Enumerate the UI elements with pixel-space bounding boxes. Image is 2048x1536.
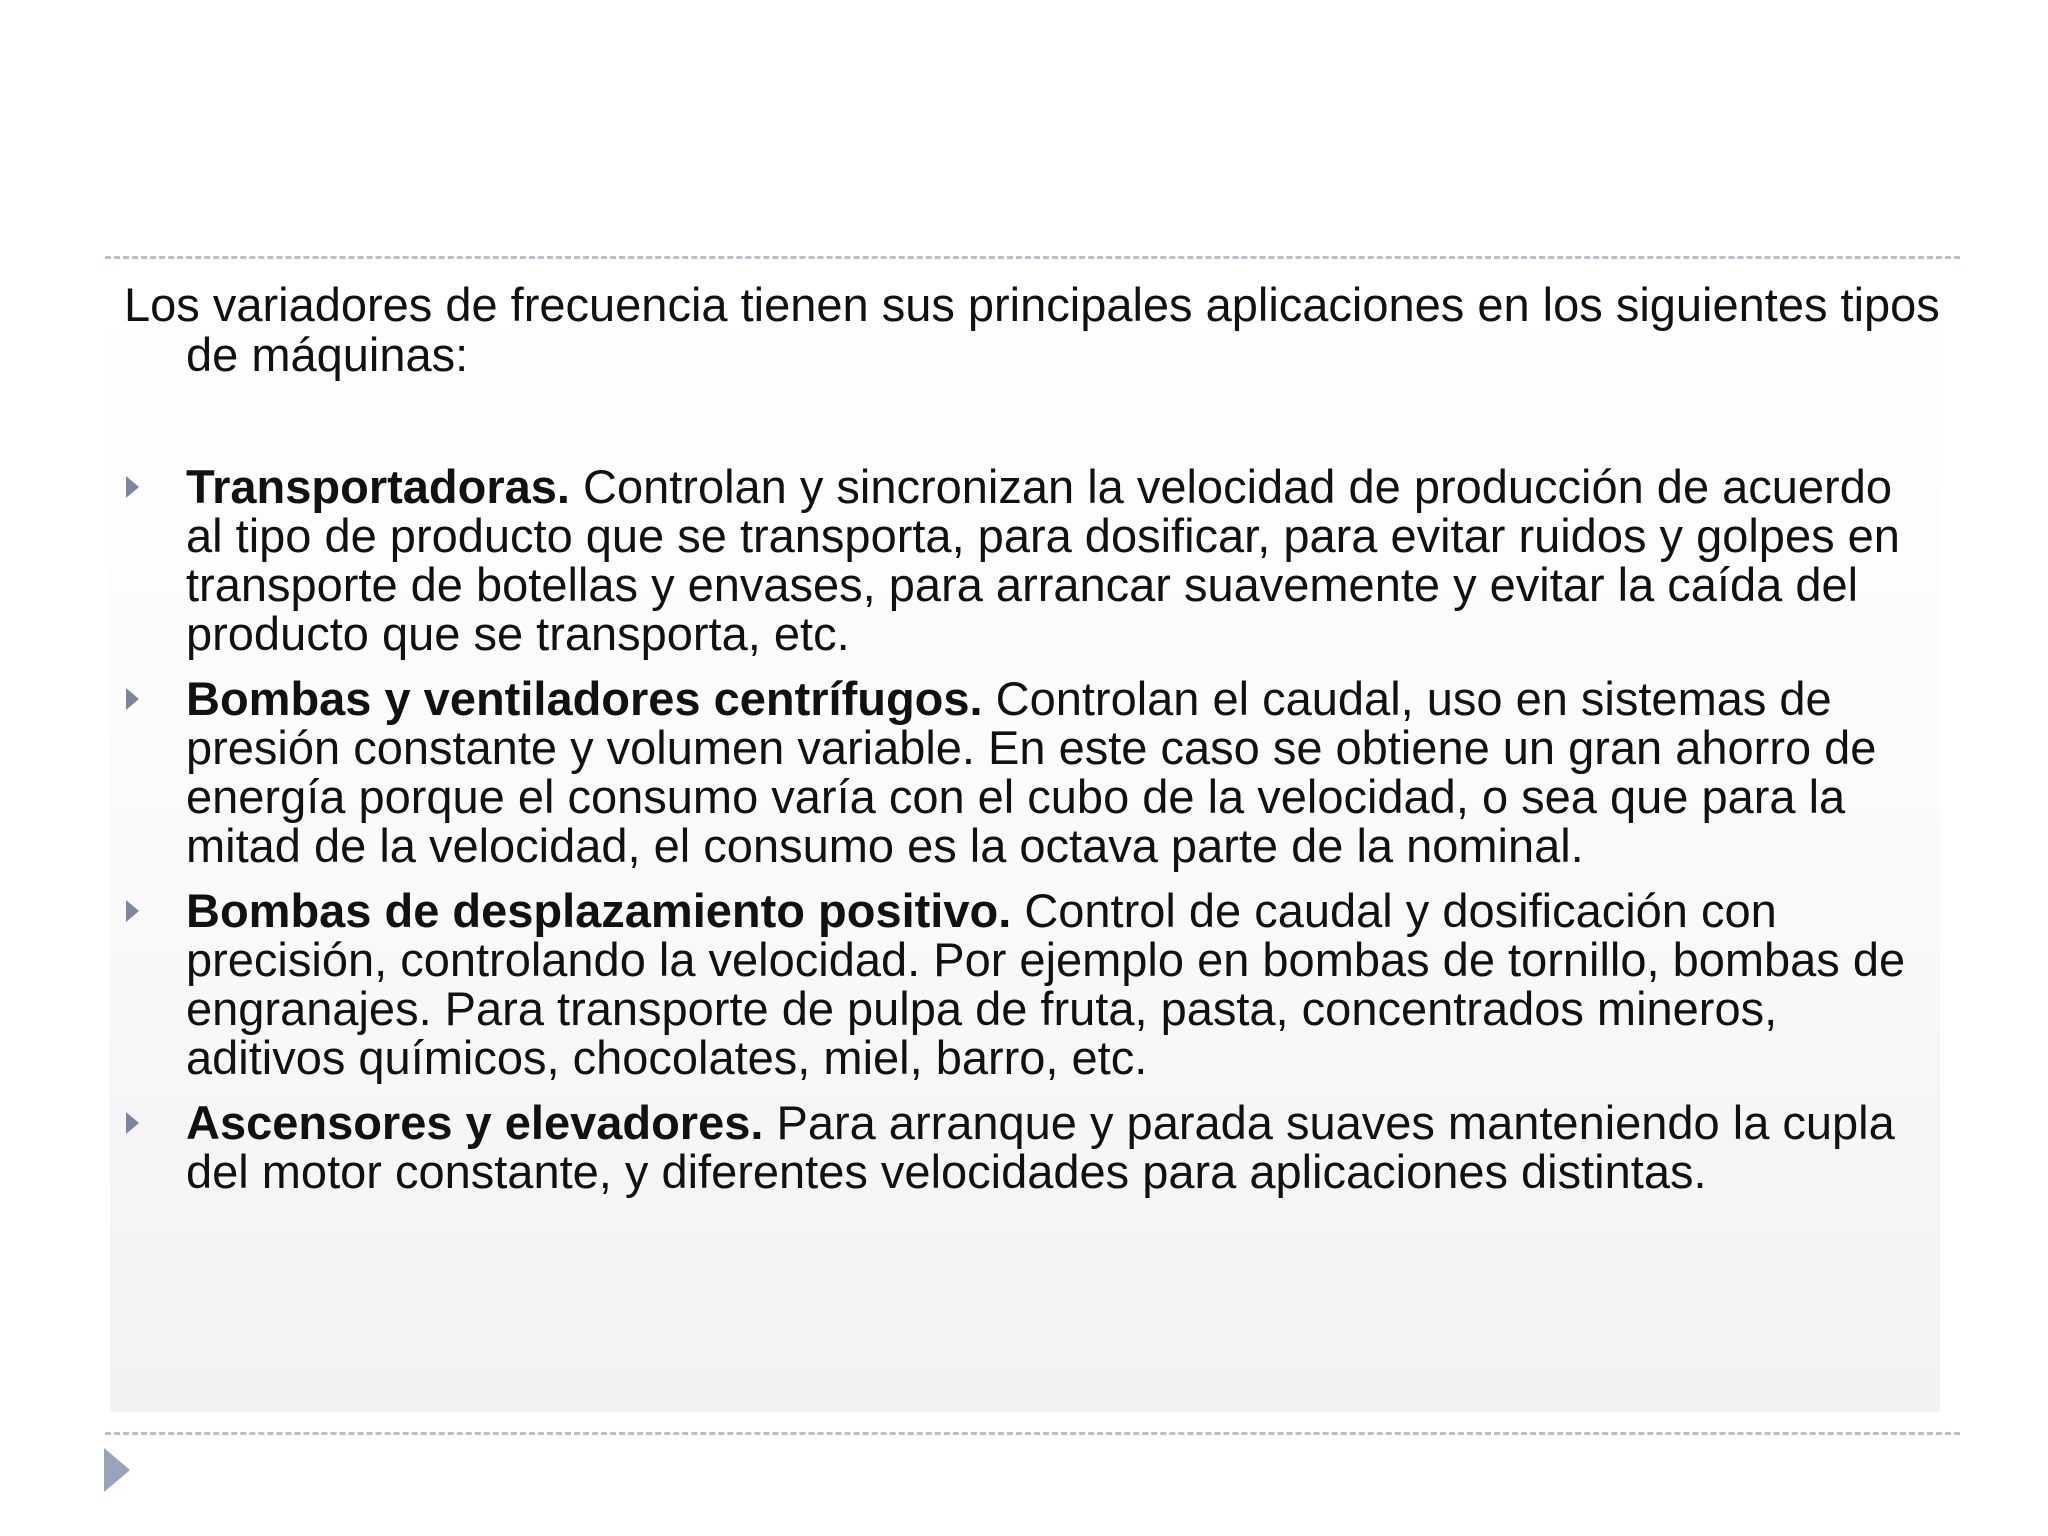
triangle-bullet-icon — [126, 900, 139, 922]
list-item-title: Transportadoras. — [186, 460, 570, 513]
list-item-text: Para arranque y parada suaves manteniendo la cupla del motor constante, y diferentes velocidades para aplicaciones distintas. — [186, 1096, 1895, 1198]
list-item-title: Bombas y ventiladores centrífugos. — [186, 672, 983, 725]
content-area — [110, 272, 1940, 1412]
list-item-ascensores — [110, 1098, 1926, 1196]
list-item-title: Bombas de desplazamiento positivo. — [186, 884, 1012, 937]
list-item-bombas-centrifugos — [110, 674, 1926, 870]
list-item-transportadoras — [110, 462, 1926, 658]
list-item-bombas-desplazamiento — [110, 886, 1926, 1082]
list-item-text: Controlan el caudal, uso en sistemas de presión constante y volumen variable. En este caso se obtiene un gran ahorro de energía porque el consumo varía con el cubo de la velocidad, o sea que para la mitad de la velocidad, el consumo es la octava parte de la nominal. — [186, 672, 1877, 872]
play-arrow-icon[interactable] — [104, 1448, 130, 1492]
triangle-bullet-icon — [126, 476, 139, 498]
bottom-divider — [105, 1432, 1960, 1435]
list-item-text: Controlan y sincronizan la velocidad de producción de acuerdo al tipo de producto que se transporta, para dosificar, para evitar ruidos y golpes en transporte de botellas y envases, para arrancar suavemente y evitar la caída del producto que se transporta, etc. — [186, 460, 1900, 660]
triangle-bullet-icon — [126, 1112, 139, 1134]
list-item-text: Control de caudal y dosificación con precisión, controlando la velocidad. Por ejemplo en bombas de tornillo, bombas de engranajes. Para transporte de pulpa de fruta, pasta, concentrados mineros, aditivos químicos, chocolates, miel, barro, etc. — [186, 884, 1906, 1084]
applications-list — [110, 462, 1940, 1212]
list-item-title: Ascensores y elevadores. — [186, 1096, 764, 1149]
intro-text: Los variadores de frecuencia tienen sus principales aplicaciones en los siguientes tipos de máquinas: — [124, 278, 1940, 381]
triangle-bullet-icon — [126, 688, 139, 710]
top-divider — [105, 256, 1960, 259]
